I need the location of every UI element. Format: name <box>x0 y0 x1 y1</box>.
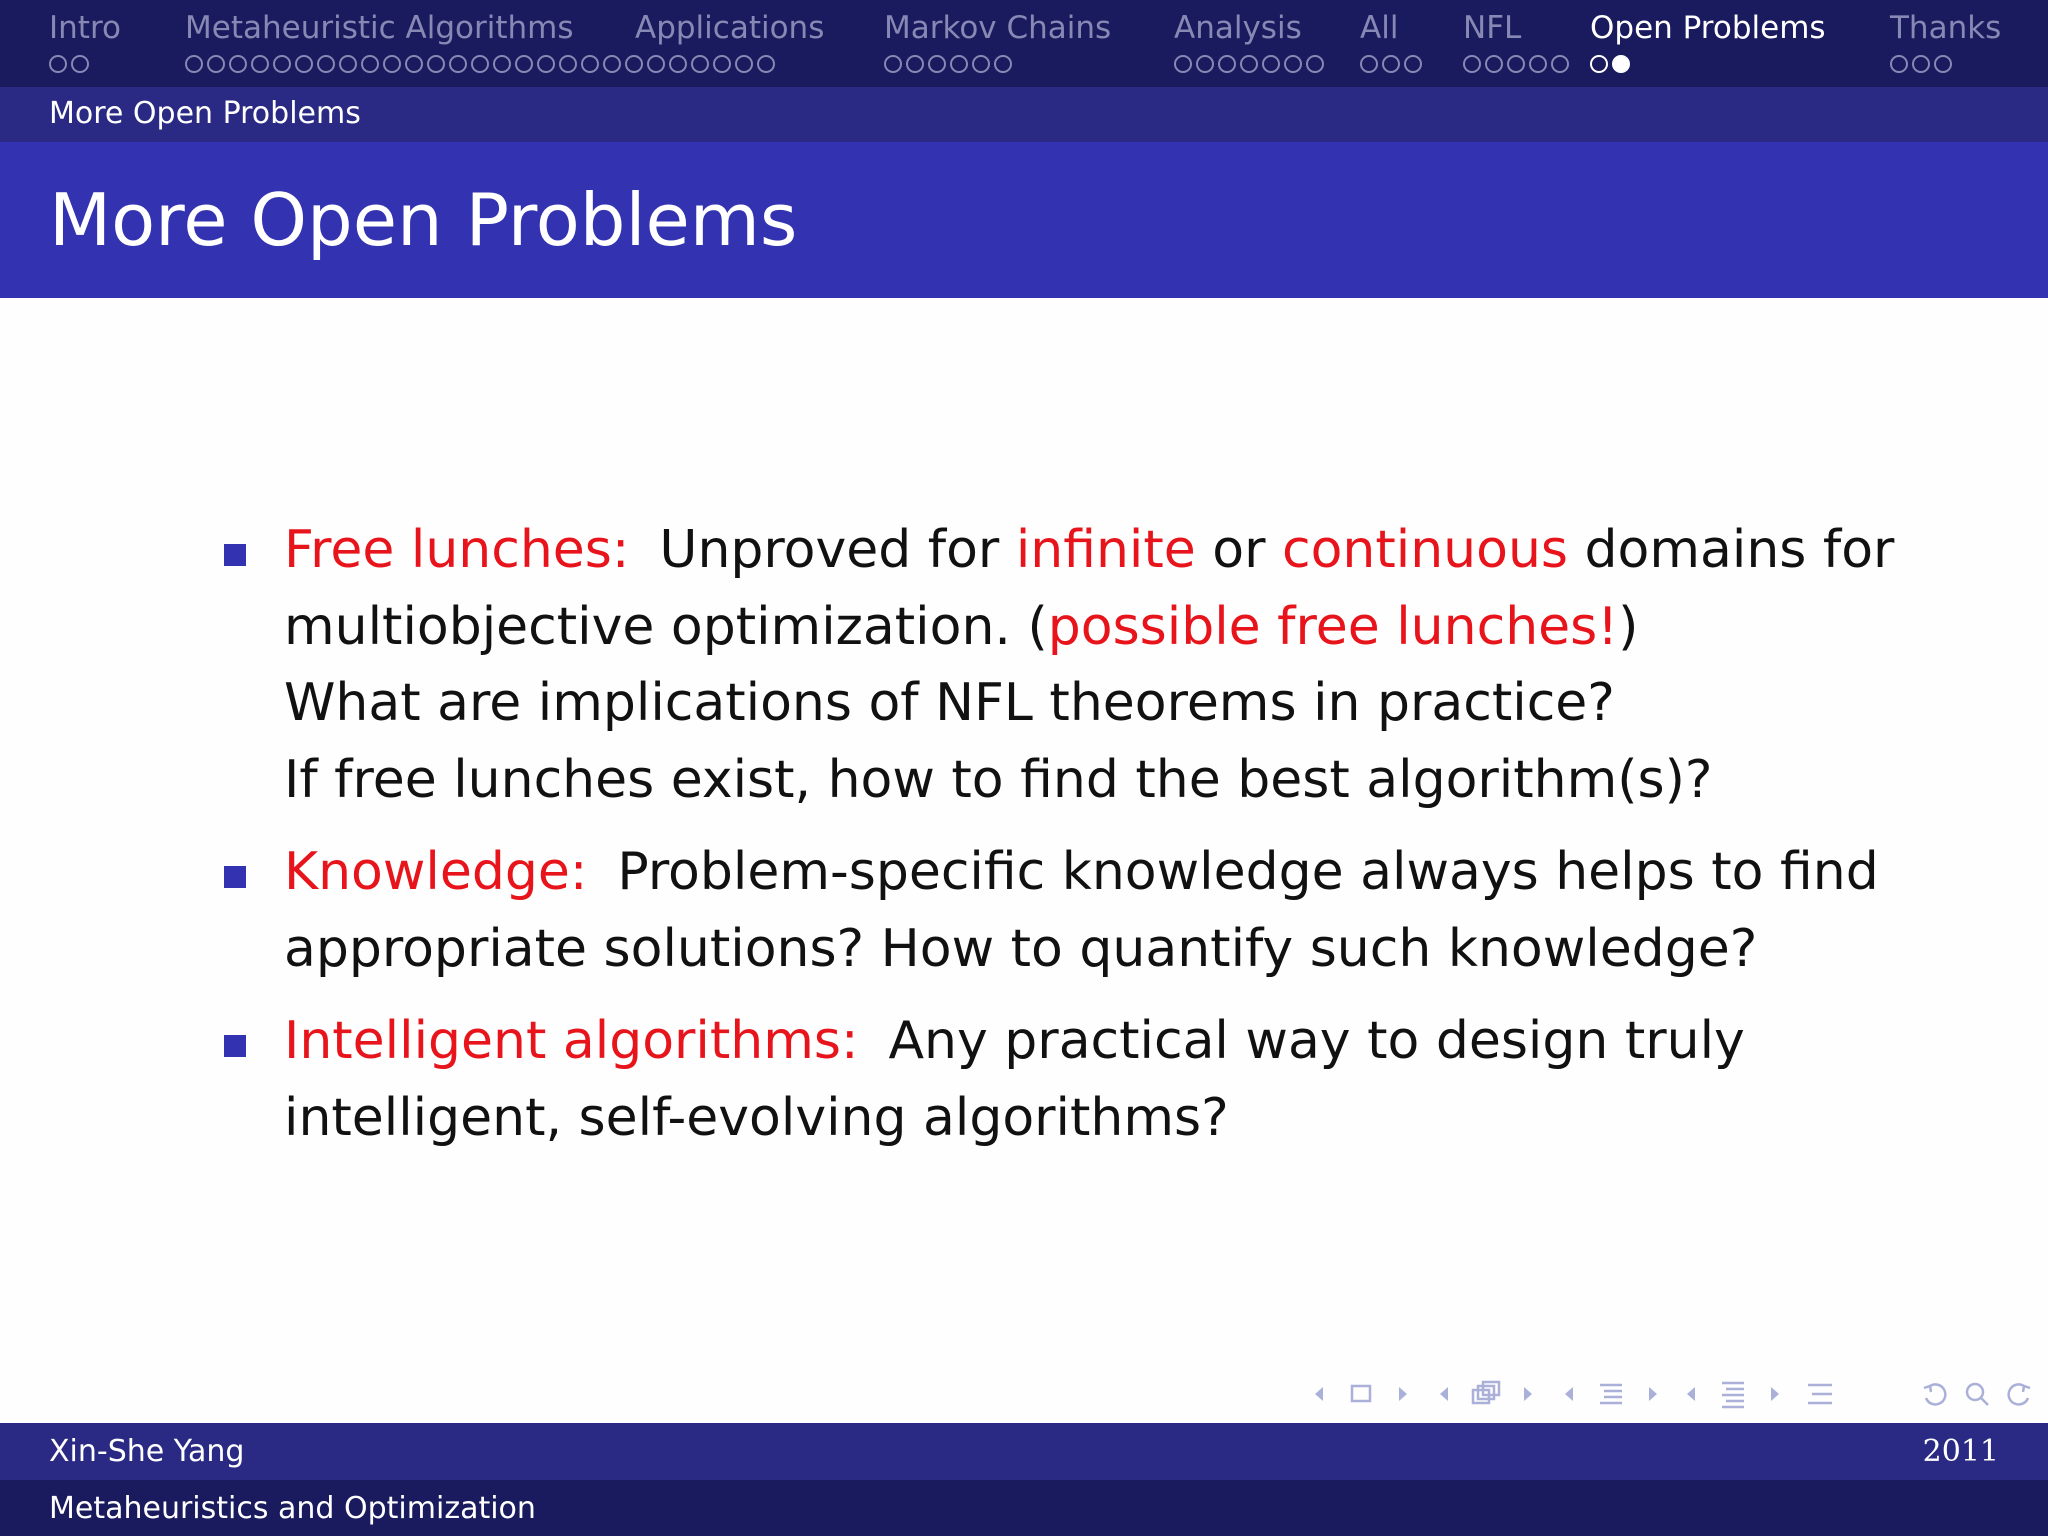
frame-dot[interactable] <box>207 55 225 73</box>
highlighted-text: possible free lunches! <box>1047 596 1619 657</box>
section-navigation[interactable] <box>1560 1378 1670 1410</box>
bullet-line <box>284 834 1904 911</box>
frame-dot[interactable] <box>427 55 445 73</box>
frame-dot[interactable] <box>1218 55 1236 73</box>
frame-dot[interactable] <box>1934 55 1952 73</box>
bullet-square-icon <box>224 866 246 888</box>
footer-title: Metaheuristics and Optimization <box>49 1491 536 1526</box>
appendix-navigation[interactable] <box>1800 1378 1840 1410</box>
nav-section-markov-chains[interactable] <box>884 8 1111 74</box>
frame-dot[interactable] <box>361 55 379 73</box>
subsection-title[interactable]: More Open Problems <box>49 96 361 131</box>
frame-dot[interactable] <box>1551 55 1569 73</box>
frame-dot[interactable] <box>994 55 1012 73</box>
body-text: domains for <box>1568 520 1895 580</box>
frame-dot[interactable] <box>1507 55 1525 73</box>
subsection-next-icon <box>1524 1387 1532 1401</box>
bullet-item <box>224 834 1904 987</box>
nav-dots <box>1463 54 1569 74</box>
nav-dots <box>1360 54 1422 74</box>
frame-dot[interactable] <box>1306 55 1324 73</box>
bullet-line <box>284 911 1904 988</box>
appendix-icon <box>1800 1378 1840 1410</box>
bullet-line <box>284 665 1904 742</box>
frame-dot[interactable] <box>273 55 291 73</box>
frame-dot[interactable] <box>537 55 555 73</box>
nav-section-thanks[interactable] <box>1890 8 2001 74</box>
body-text: appropriate solutions? How to quantify such knowledge? <box>284 918 1758 979</box>
frame-dot[interactable] <box>928 55 946 73</box>
frame-nav-icons <box>1310 1378 1420 1410</box>
document-nav-icons <box>1682 1378 1792 1410</box>
frame-dot[interactable] <box>471 55 489 73</box>
nav-section-intro[interactable] <box>49 8 121 74</box>
frame-dot[interactable] <box>1174 55 1192 73</box>
frame-dot[interactable] <box>581 55 599 73</box>
frame-dot[interactable] <box>884 55 902 73</box>
frame-dot[interactable] <box>515 55 533 73</box>
nav-dots <box>1174 54 1324 74</box>
redo-arrow <box>2023 1386 2030 1392</box>
section-next-icon <box>1649 1387 1657 1401</box>
current-frame-dot[interactable] <box>1612 55 1630 73</box>
body-text: Problem-specific knowledge always helps to find <box>617 842 1879 902</box>
nav-section-label: Metaheuristic Algorithms <box>185 10 574 46</box>
subsection-prev-icon <box>1440 1387 1448 1401</box>
bullet-line <box>284 1003 1904 1080</box>
nav-section-label: Analysis <box>1174 10 1302 46</box>
nav-section-label: Markov Chains <box>884 10 1112 46</box>
frame-dot[interactable] <box>295 55 313 73</box>
frame-dot[interactable] <box>603 55 621 73</box>
nav-section-label: NFL <box>1463 10 1522 46</box>
footer-year: 2011 <box>1922 1434 1999 1469</box>
frame-dot[interactable] <box>71 55 89 73</box>
bullet-item <box>224 512 1904 818</box>
bullet-item <box>224 1003 1904 1156</box>
document-navigation[interactable] <box>1682 1378 1792 1410</box>
frame-dot[interactable] <box>559 55 577 73</box>
frame-dot[interactable] <box>1262 55 1280 73</box>
nav-section-open-problems[interactable] <box>1590 8 1826 74</box>
frame-dot[interactable] <box>1240 55 1258 73</box>
highlighted-text: continuous <box>1282 520 1569 580</box>
bullet-line <box>284 512 1904 589</box>
undo-arrow <box>1924 1386 1931 1392</box>
slide-content <box>224 512 1904 1172</box>
body-text: If free lunches exist, how to find the best algorithm(s)? <box>284 749 1713 810</box>
nav-section-label: Thanks <box>1890 10 2002 46</box>
search-icon <box>1967 1384 1983 1400</box>
nav-dots <box>884 54 1111 74</box>
frame-dot[interactable] <box>1404 55 1422 73</box>
subsection-navigation[interactable] <box>1435 1378 1545 1410</box>
frame-dot[interactable] <box>49 55 67 73</box>
frame-dot[interactable] <box>1912 55 1930 73</box>
frame-prev-icon <box>1315 1387 1323 1401</box>
body-text: What are implications of NFL theorems in practice? <box>284 673 1615 733</box>
frame-title: More Open Problems <box>49 178 798 262</box>
frame-dot[interactable] <box>449 55 467 73</box>
nav-section-applications[interactable] <box>635 8 824 74</box>
footer-author-bar <box>0 1423 2048 1480</box>
section-navigation-bar <box>0 0 2048 87</box>
frame-dot[interactable] <box>1463 55 1481 73</box>
frame-dot[interactable] <box>493 55 511 73</box>
navigation-symbols <box>1310 1378 2035 1410</box>
footer-title-bar <box>0 1480 2048 1536</box>
nav-section-label: Intro <box>49 10 121 46</box>
frame-dot[interactable] <box>950 55 968 73</box>
frame-dot[interactable] <box>972 55 990 73</box>
bullet-line <box>284 742 1904 819</box>
nav-dots <box>1590 54 1826 74</box>
frame-dot[interactable] <box>906 55 924 73</box>
highlighted-text: infinite <box>1015 520 1196 580</box>
bullet-line <box>284 589 1904 666</box>
footer-author: Xin-She Yang <box>49 1434 245 1469</box>
frame-dot[interactable] <box>1890 55 1908 73</box>
frame-navigation[interactable] <box>1310 1378 1420 1410</box>
frame-dot[interactable] <box>229 55 247 73</box>
body-text: Any practical way to design truly <box>888 1011 1745 1071</box>
bullet-square-icon <box>224 544 246 566</box>
nav-dots <box>635 54 824 74</box>
nav-section-label: Applications <box>635 10 825 46</box>
body-text: or <box>1195 520 1283 580</box>
body-text: intelligent, self-evolving algorithms? <box>284 1087 1229 1148</box>
frame-dot[interactable] <box>1360 55 1378 73</box>
frame-dot[interactable] <box>185 55 203 73</box>
document-icon <box>1722 1383 1744 1407</box>
nav-section-analysis[interactable] <box>1174 8 1324 74</box>
body-text: ) <box>1618 596 1639 657</box>
subsection-icon <box>1473 1382 1499 1403</box>
frame-dot[interactable] <box>383 55 401 73</box>
body-text: multiobjective optimization. ( <box>284 596 1048 657</box>
section-prev-icon <box>1565 1387 1573 1401</box>
frame-dot[interactable] <box>339 55 357 73</box>
nav-section-all[interactable] <box>1360 8 1422 74</box>
body-text: Unproved for <box>659 520 1016 580</box>
frame-dot[interactable] <box>1485 55 1503 73</box>
frame-dot[interactable] <box>1529 55 1547 73</box>
frame-dot[interactable] <box>1196 55 1214 73</box>
frame-dot[interactable] <box>251 55 269 73</box>
bullet-term: Free lunches: <box>284 520 630 580</box>
nav-dots <box>1890 54 2001 74</box>
search-navigation[interactable] <box>1920 1378 2035 1410</box>
search-nav-icons <box>1920 1378 2035 1410</box>
document-prev-icon <box>1687 1387 1695 1401</box>
section-nav-icons <box>1560 1378 1670 1410</box>
frame-next-icon <box>1399 1387 1407 1401</box>
nav-section-label: Open Problems <box>1590 10 1826 46</box>
subsection-nav-icons <box>1435 1378 1545 1410</box>
bullet-term: Knowledge: <box>284 842 588 902</box>
frame-dot[interactable] <box>317 55 335 73</box>
section-icon <box>1600 1385 1622 1403</box>
bullet-square-icon <box>224 1035 246 1057</box>
frame-icon <box>1352 1386 1370 1401</box>
bullet-term: Intelligent algorithms: <box>284 1011 859 1071</box>
frame-dot[interactable] <box>1590 55 1608 73</box>
frame-dot[interactable] <box>1284 55 1302 73</box>
nav-section-label: All <box>1360 10 1399 46</box>
frame-title-band <box>0 142 2048 298</box>
nav-dots <box>49 54 121 74</box>
subsection-bar <box>0 87 2048 142</box>
bullet-line <box>284 1080 1904 1157</box>
frame-dot[interactable] <box>405 55 423 73</box>
document-next-icon <box>1771 1387 1779 1401</box>
nav-section-nfl[interactable] <box>1463 8 1569 74</box>
frame-dot[interactable] <box>1382 55 1400 73</box>
